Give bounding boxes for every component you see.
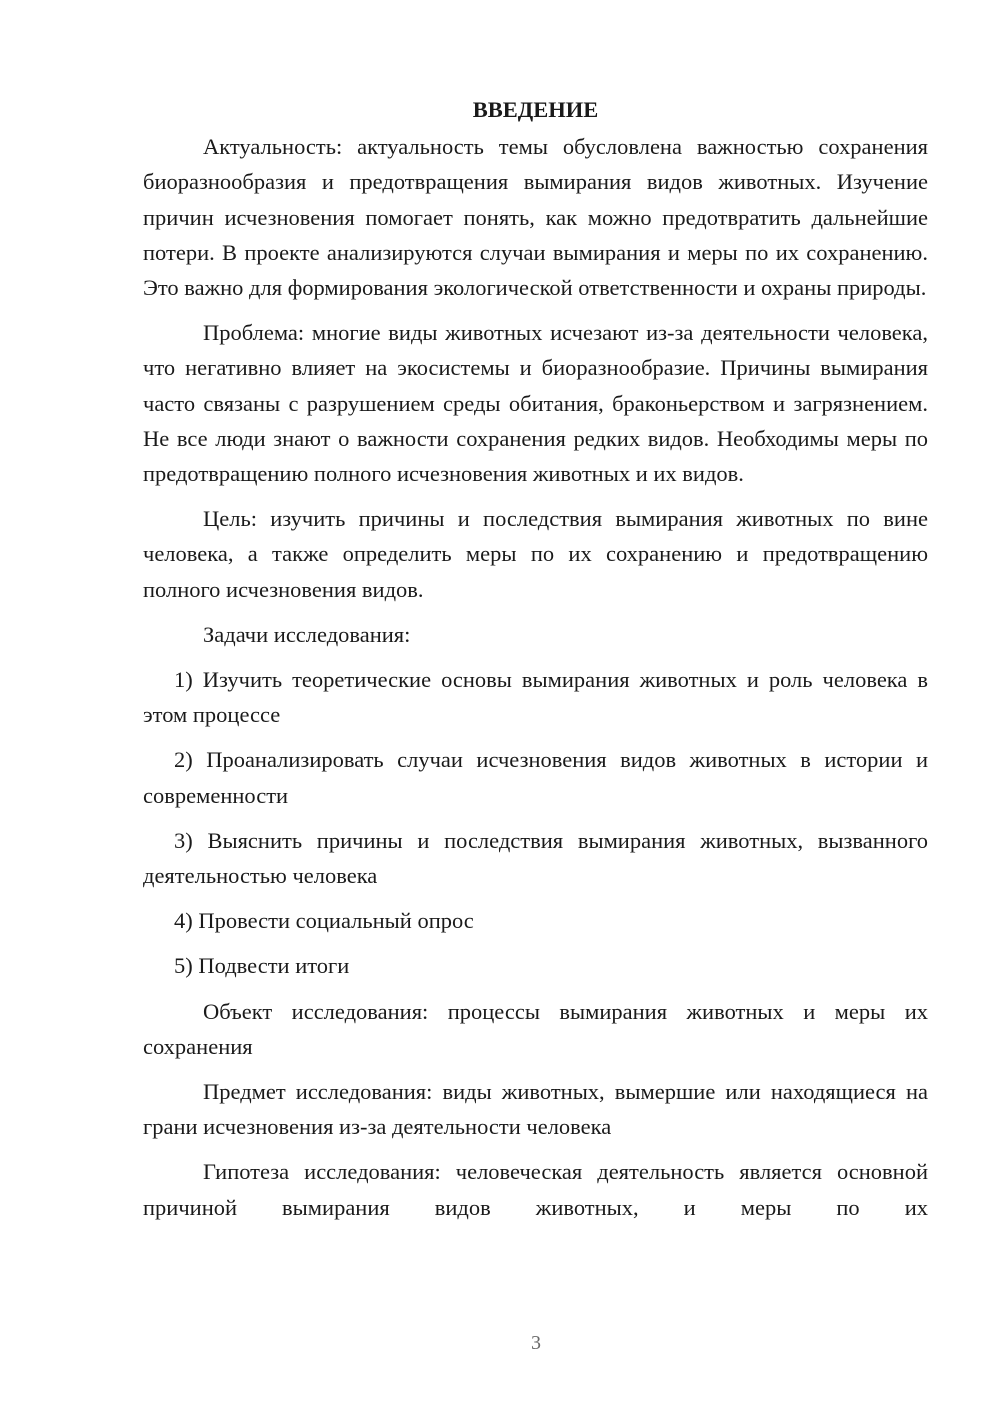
tasks-heading: Задачи исследования: [203, 621, 411, 647]
paragraph-hypothesis: Гипотеза исследования: человеческая деятельность является основной причиной вымирания видов животных, и меры по их [143, 1159, 928, 1220]
task-item-5: 5) Подвести итоги [174, 953, 350, 979]
task-item-2: 2) Проанализировать случаи исчезновения видов животных в истории и современности [143, 747, 928, 808]
task-item-3: 3) Выяснить причины и последствия вымирания животных, вызванного деятельностью человека [143, 827, 928, 889]
paragraph-relevance: Актуальность: актуальность темы обусловлена важностью сохранения биоразнообразия и предотвращения вымирания видов животных. Изучение причин исчезновения помогает понять, как можно предотвратить дальнейшие потери. В проекте анализируются случаи вымирания и меры по их сохранению. Это важно для формирования экологической ответственности и охраны природы. [143, 134, 928, 301]
document-page [143, 92, 928, 1235]
page-number: 3 [531, 1332, 541, 1354]
paragraph-object: Объект исследования: процессы вымирания животных и меры их сохранения [143, 998, 928, 1059]
paragraph-goal: Цель: изучить причины и последствия вымирания животных по вине человека, а также определить меры по их сохранению и предотвращению полного исчезновения видов. [143, 506, 928, 602]
paragraph-problem: Проблема: многие виды животных исчезают из-за деятельности человека, что негативно влияет на экосистемы и биоразнообразие. Причины вымирания часто связаны с разрушением среды обитания, браконьерством и загрязнением. Не все люди знают о важности сохранения редких видов. Необходимы меры по предотвращению полного исчезновения животных и их видов. [143, 320, 928, 487]
section-title: ВВЕДЕНИЕ [472, 97, 599, 122]
task-item-4: 4) Провести социальный опрос [174, 908, 474, 934]
task-item-1: 1) Изучить теоретические основы вымирания животных и роль человека в этом процессе [143, 667, 928, 728]
paragraph-subject: Предмет исследования: виды животных, вымершие или находящиеся на грани исчезновения из-за деятельности человека [143, 1079, 928, 1140]
